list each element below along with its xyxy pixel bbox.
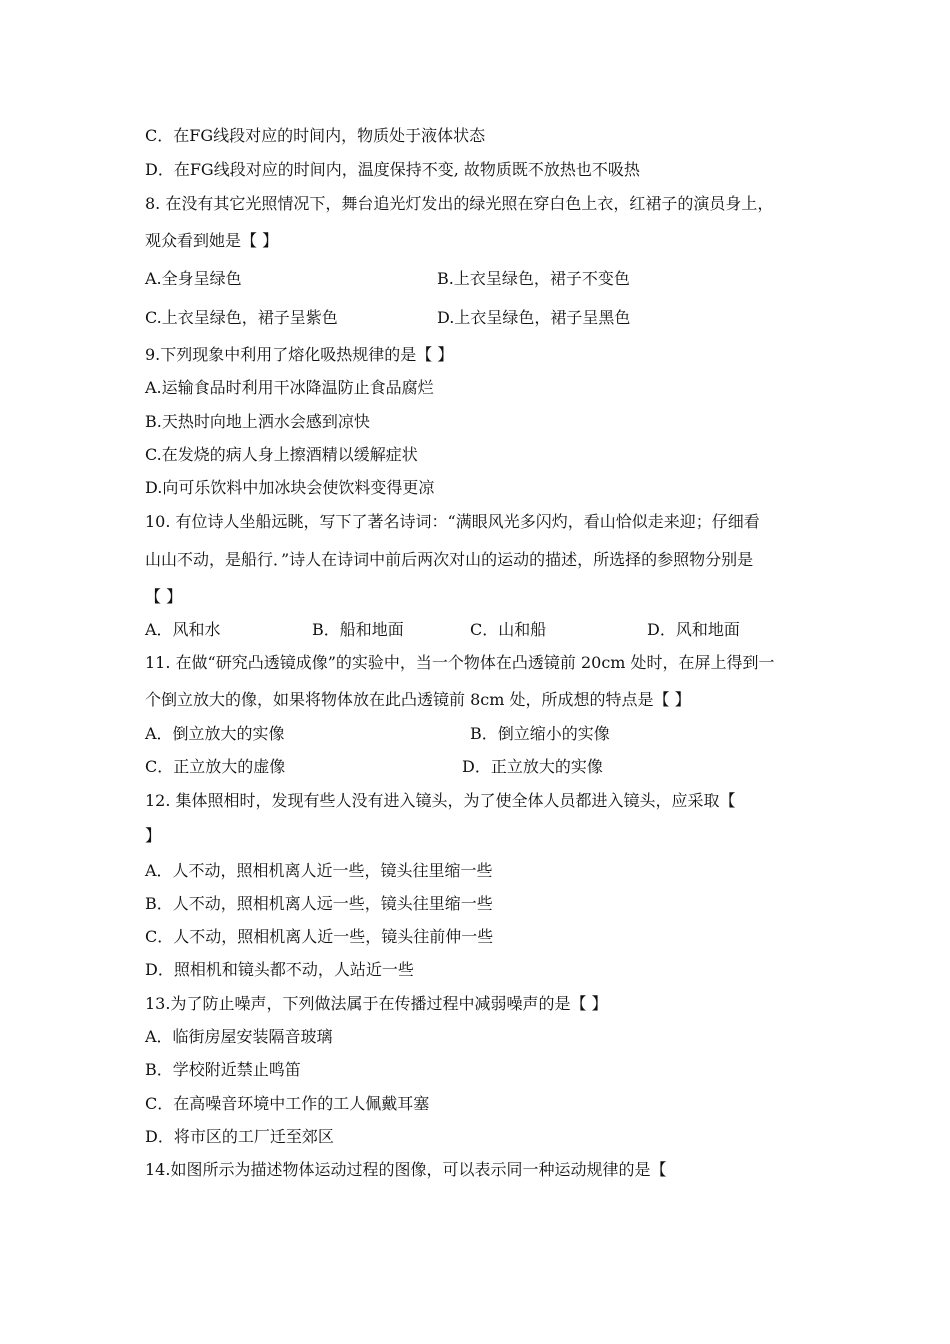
q14-stem: 14.如图所示为描述物体运动过程的图像，可以表示同一种运动规律的是【 <box>145 1160 667 1179</box>
q8-option-d: D.上衣呈绿色，裙子呈黑色 <box>437 308 631 327</box>
q10-option-c: C．山和船 <box>470 620 547 639</box>
q7-option-c: C．在FG线段对应的时间内，物质处于液体状态 <box>145 126 486 145</box>
q10-option-b: B．船和地面 <box>312 620 404 639</box>
q8-stem-line-1: 8. 在没有其它光照情况下，舞台追光灯发出的绿光照在穿白色上衣，红裙子的演员身上， <box>145 194 774 213</box>
q10-stem-line-1: 10. 有位诗人坐船远眺，写下了著名诗词：“满眼风光多闪灼，看山恰似走来迎；仔细看 <box>145 512 760 531</box>
q9-stem: 9.下列现象中利用了熔化吸热规律的是【 】 <box>145 345 454 364</box>
q13-option-a: A．临街房屋安装隔音玻璃 <box>145 1027 333 1046</box>
q11-stem-line-2: 个倒立放大的像，如果将物体放在此凸透镜前 8cm 处，所成想的特点是【 】 <box>145 690 691 709</box>
q12-option-c: C．人不动，照相机离人近一些，镜头往前伸一些 <box>145 927 494 946</box>
q12-option-d: D．照相机和镜头都不动，人站近一些 <box>145 960 414 979</box>
q10-stem-line-2: 山山不动，是船行．”诗人在诗词中前后两次对山的运动的描述，所选择的参照物分别是 <box>145 550 754 569</box>
q12-stem-line-1: 12. 集体照相时，发现有些人没有进入镜头，为了使全体人员都进入镜头，应采取【 <box>145 791 736 810</box>
q12-option-b: B．人不动，照相机离人远一些，镜头往里缩一些 <box>145 894 493 913</box>
q9-option-a: A.运输食品时利用干冰降温防止食品腐烂 <box>145 378 434 397</box>
q11-option-b: B．倒立缩小的实像 <box>470 724 610 743</box>
q11-option-a: A．倒立放大的实像 <box>145 724 285 743</box>
q13-option-c: C．在高噪音环境中工作的工人佩戴耳塞 <box>145 1094 430 1113</box>
q13-stem: 13.为了防止噪声，下列做法属于在传播过程中减弱噪声的是【 】 <box>145 994 608 1013</box>
q9-option-b: B.天热时向地上洒水会感到凉快 <box>145 412 370 431</box>
q9-option-d: D.向可乐饮料中加冰块会使饮料变得更凉 <box>145 478 435 497</box>
q8-option-c: C.上衣呈绿色，裙子呈紫色 <box>145 308 338 327</box>
q8-option-a: A.全身呈绿色 <box>145 269 242 288</box>
q10-option-d: D．风和地面 <box>647 620 740 639</box>
q11-option-d: D．正立放大的实像 <box>462 757 603 776</box>
q8-stem-line-2: 观众看到她是【 】 <box>145 231 279 250</box>
q11-option-c: C．正立放大的虚像 <box>145 757 286 776</box>
q12-stem-line-2: 】 <box>145 826 162 845</box>
q12-option-a: A．人不动，照相机离人近一些，镜头往里缩一些 <box>145 861 493 880</box>
q13-option-d: D．将市区的工厂迁至郊区 <box>145 1127 334 1146</box>
q13-option-b: B．学校附近禁止鸣笛 <box>145 1060 301 1079</box>
q11-stem-line-1: 11. 在做“研究凸透镜成像”的实验中，当一个物体在凸透镜前 20cm 处时，在屏上得到一 <box>145 653 775 672</box>
q8-option-b: B.上衣呈绿色，裙子不变色 <box>437 269 630 288</box>
q10-option-a: A．风和水 <box>145 620 221 639</box>
q7-option-d: D．在FG线段对应的时间内，温度保持不变, 故物质既不放热也不吸热 <box>145 160 640 179</box>
q10-stem-line-3: 【 】 <box>145 587 183 606</box>
q9-option-c: C.在发烧的病人身上擦酒精以缓解症状 <box>145 445 418 464</box>
